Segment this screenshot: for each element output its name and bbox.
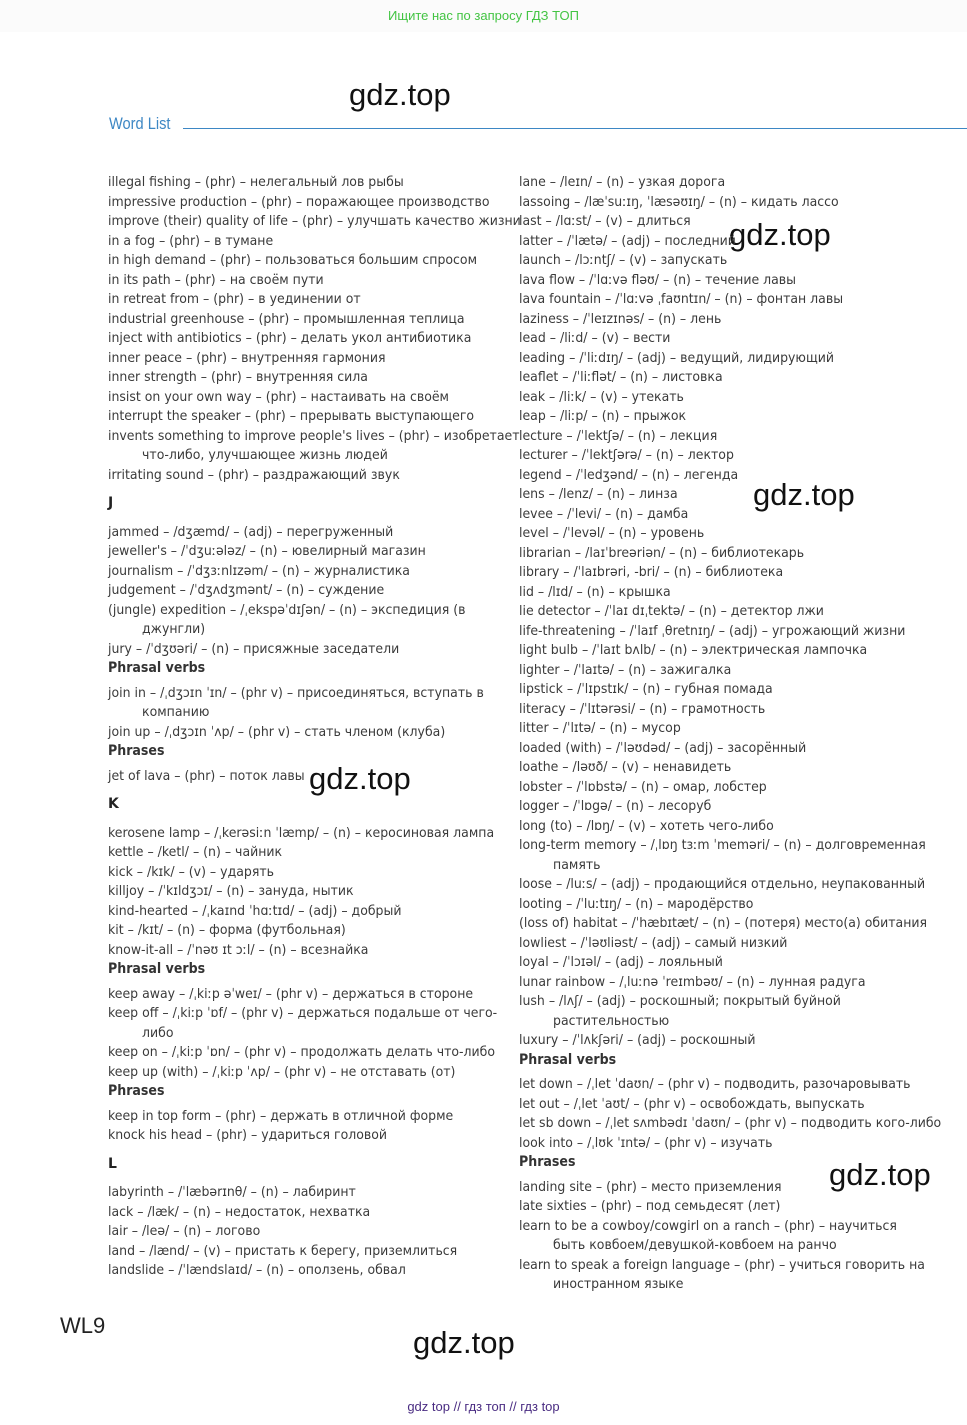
entry: jammed – /dʒæmd/ – (adj) – перегруженный [108,523,394,540]
entry: join in – /ˌdʒɔɪn ˈɪn/ – (phr v) – присоединяться, вступать в [108,684,484,701]
entry: legend – /ˈledʒənd/ – (n) – легенда [519,466,739,483]
top-banner [0,0,967,32]
section-k [108,824,508,961]
entry: level – /ˈlevəl/ – (n) – уровень [519,525,705,541]
entry-continuation: быть ковбоем/девушкой-ковбоем на ранчо [553,1237,837,1253]
entry: let out – /ˌlet ˈaʊt/ – (phr v) – освобождать, выпускать [519,1095,865,1112]
entry: kit – /kɪt/ – (n) – форма (футбольная) [108,922,346,938]
entry-continuation: что-либо, улучшающее жизнь людей [142,447,388,463]
entry: leak – /liːk/ – (v) – утекать [519,388,684,405]
entry: loathe – /ləʊð/ – (v) – ненавидеть [519,759,732,775]
entry: invents something to improve people's lives – (phr) – изобретает [108,427,520,444]
subheading-phrasal-verbs: Phrasal verbs [519,1051,617,1068]
entry: life-threatening – /ˈlaɪf ˌθretnɪŋ/ – (adj) – угрожающий жизни [519,622,906,639]
entry: lassoing – /læˈsuːɪŋ, ˈlæsəʊɪŋ/ – (n) – кидать лассо [519,193,839,210]
entry: landing site – (phr) – место приземления [519,1178,782,1195]
entry: kick – /kɪk/ – (v) – ударять [108,863,275,880]
entry: (jungle) expedition – /ˌekspəˈdɪʃən/ – (n) – экспедиция (в [108,601,466,618]
entry: join up – /ˌdʒɔɪn ˈʌp/ – (phr v) – стать членом (клуба) [108,723,446,740]
entry: irritating sound – (phr) – раздражающий звук [108,466,400,483]
entry: long (to) – /lɒŋ/ – (v) – хотеть чего-либо [519,817,774,834]
entry-continuation: либо [142,1024,174,1041]
subheading-phrases: Phrases [108,743,165,759]
entry: laziness – /ˈleɪzɪnəs/ – (n) – лень [519,310,722,327]
entry: loaded (with) – /ˈləʊdəd/ – (adj) – засорённый [519,739,807,756]
entry: impressive production – (phr) – поражающее производство [108,193,490,210]
entry: learn to be a cowboy/cowgirl on a ranch – (phr) – научиться [519,1217,897,1234]
entry: lobster – /ˈlɒbstə/ – (n) – омар, лобстер [519,778,767,795]
entry: inject with antibiotics – (phr) – делать укол антибиотика [108,330,472,346]
entry-continuation: компанию [142,704,210,720]
entry: lack – /læk/ – (n) – недостаток, нехватка [108,1203,371,1220]
entry: keep up (with) – /ˌkiːp ˈʌp/ – (phr v) – не отставать (от) [108,1063,456,1080]
entry-continuation: память [553,856,601,873]
entry: inner strength – (phr) – внутренняя сила [108,369,368,385]
entry: late sixties – (phr) – под семьдесят (лет) [519,1198,781,1214]
entry-continuation: растительностью [553,1012,670,1029]
entry: last – /lɑːst/ – (v) – длиться [519,213,691,229]
entry: keep away – /ˌkiːp əˈweɪ/ – (phr v) – держаться в стороне [108,985,474,1002]
entry: kind-hearted – /ˌkaɪnd ˈhɑːtɪd/ – (adj) – добрый [108,902,402,919]
entry: kerosene lamp – /ˌkerəsiːn ˈlæmp/ – (n) – керосиновая лампа [108,824,495,841]
entry: judgement – /ˈdʒʌdʒmənt/ – (n) – суждение [108,582,385,598]
entry: keep in top form – (phr) – держать в отличной форме [108,1107,454,1124]
entry: lecture – /ˈlektʃə/ – (n) – лекция [519,427,718,444]
entry: landslide – /ˈlændslaɪd/ – (n) – оползень, обвал [108,1262,406,1278]
entry: killjoy – /ˈkɪldʒɔɪ/ – (n) – зануда, нытик [108,883,354,899]
entry: jury – /ˈdʒʊəri/ – (n) – присяжные заседатели [108,640,400,657]
entry: luxury – /ˈlʌkʃəri/ – (adj) – роскошный [519,1032,756,1048]
entry: litter – /ˈlɪtə/ – (n) – мусор [519,720,681,736]
entry: know-it-all – /ˈnəʊ ɪt ɔːl/ – (n) – всезнайка [108,941,369,958]
subheading-phrases: Phrases [108,1083,165,1099]
title-rule [183,128,967,129]
entry: launch – /lɔːntʃ/ – (v) – запускать [519,252,728,268]
entry: lid – /lɪd/ – (n) – крышка [519,583,671,600]
letter-heading-j: J [108,495,114,511]
section-l [108,1183,508,1281]
subheading-phrasal-verbs: Phrasal verbs [108,660,206,676]
entry: knock his head – (phr) – удариться головой [108,1127,388,1143]
entry: lowliest – /ˈləʊliəst/ – (adj) – самый низкий [519,934,788,951]
entry: leap – /liːp/ – (n) – прыжок [519,408,687,424]
footer-links[interactable]: gdz top // гдз топ // гдз top [407,1399,560,1414]
watermark: gdz.top [829,1157,931,1192]
entry-continuation: джунгли) [142,621,206,637]
entry: learn to speak a foreign language – (phr) – учиться говорить на [519,1256,925,1273]
entry: lie detector – /ˈlaɪ dɪˌtektə/ – (n) – детектор лжи [519,603,824,619]
entry: improve (their) quality of life – (phr) – улучшать качество жизни [108,213,521,229]
entry: lipstick – /ˈlɪpstɪk/ – (n) – губная помада [519,681,773,697]
left-column [108,173,521,1281]
entry: lane – /leɪn/ – (n) – узкая дорога [519,174,726,190]
section-l-continued [519,173,929,1051]
entry: light bulb – /ˈlaɪt bʌlb/ – (n) – электрическая лампочка [519,642,868,658]
entry-continuation: иностранном языке [553,1276,684,1292]
entry: lecturer – /ˈlektʃərə/ – (n) – лектор [519,447,734,463]
entry: leading – /ˈliːdɪŋ/ – (adj) – ведущий, лидирующий [519,349,834,366]
entry: jeweller's – /ˈdʒuːələz/ – (n) – ювелирный магазин [108,543,426,559]
entry: industrial greenhouse – (phr) – промышленная теплица [108,310,465,327]
section-i [108,173,521,485]
watermark: gdz.top [729,217,831,252]
entry: look into – /ˌlʊk ˈɪntə/ – (phr v) – изучать [519,1134,773,1151]
entry: (loss of) habitat – /ˈhæbɪtæt/ – (n) – (потеря) место(а) обитания [519,915,928,931]
entry: in a fog – (phr) – в тумане [108,232,274,249]
entry: lead – /liːd/ – (v) – вести [519,330,671,346]
entry: keep off – /ˌkiːp ˈɒf/ – (phr v) – держаться подальше от чего- [108,1005,498,1021]
letter-heading-l: L [108,1155,117,1172]
entry: looting – /ˈluːtɪŋ/ – (n) – мародёрство [519,895,754,912]
entry: latter – /ˈlætə/ – (adj) – последний [519,232,736,249]
watermark: gdz.top [309,761,411,796]
entry: illegal fishing – (phr) – нелегальный лов рыбы [108,174,404,190]
entry: library – /ˈlaɪbrəri, -bri/ – (n) – библиотека [519,564,784,580]
entry: jet of lava – (phr) – поток лавы [108,767,305,784]
right-column [519,173,942,1295]
watermark: gdz.top [753,477,855,512]
letter-heading-k: K [108,796,119,812]
entry: land – /lænd/ – (v) – пристать к берегу, приземлиться [108,1242,458,1259]
entry: labyrinth – /ˈlæbərɪnθ/ – (n) – лабиринт [108,1184,356,1200]
subheading-phrasal-verbs: Phrasal verbs [108,961,206,977]
entry: lighter – /ˈlaɪtə/ – (n) – зажигалка [519,661,732,678]
page-number: WL9 [60,1313,106,1338]
entry: in retreat from – (phr) – в уединении от [108,291,361,307]
entry: kettle – /ketl/ – (n) – чайник [108,844,283,860]
entry: in its path – (phr) – на своём пути [108,271,324,288]
entry: let down – /ˌlet ˈdaʊn/ – (phr v) – подводить, разочаровывать [519,1076,911,1092]
word-list-title: Word List [109,114,171,133]
entry: insist on your own way – (phr) – настаивать на своём [108,388,449,405]
entry: librarian – /laɪˈbreəriən/ – (n) – библиотекарь [519,544,805,561]
entry: lava flow – /ˈlɑːvə fləʊ/ – (n) – течение лавы [519,271,797,288]
subheading-phrases: Phrases [519,1154,576,1170]
entry: journalism – /ˈdʒɜːnlɪzəm/ – (n) – журналистика [108,562,410,579]
entry: interrupt the speaker – (phr) – прерывать выступающего [108,408,475,424]
entry: lair – /leə/ – (n) – логово [108,1223,261,1239]
entry: levee – /ˈlevi/ – (n) – дамба [519,505,689,522]
entry: logger – /ˈlɒgə/ – (n) – лесоруб [519,798,712,814]
entry: lava fountain – /ˈlɑːvə ˌfaʊntɪn/ – (n) – фонтан лавы [519,291,844,307]
entry: leaflet – /ˈliːflət/ – (n) – листовка [519,369,723,385]
top-banner-text: Ищите нас по запросу ГДЗ ТОП [388,8,579,23]
watermark: gdz.top [349,77,451,112]
entry: long-term memory – /ˌlɒŋ tɜːm ˈmeməri/ – (n) – долговременная [519,837,926,853]
entry: keep on – /ˌkiːp ˈɒn/ – (phr v) – продолжать делать что-либо [108,1044,496,1060]
watermark: gdz.top [413,1325,515,1360]
entry: loyal – /ˈlɔɪəl/ – (adj) – лояльный [519,954,723,970]
entry: lens – /lenz/ – (n) – линза [519,486,678,502]
entry: let sb down – /ˌlet sʌmbədɪ ˈdaʊn/ – (phr v) – подводить кого-либо [519,1115,942,1131]
entry: inner peace – (phr) – внутренняя гармония [108,349,386,366]
entry: literacy – /ˈlɪtərəsi/ – (n) – грамотность [519,700,766,717]
entry: lunar rainbow – /ˌluːnə ˈreɪmbəʊ/ – (n) – лунная радуга [519,973,866,990]
entry: loose – /luːs/ – (adj) – продающийся отдельно, неупакованный [519,876,926,892]
entry: in high demand – (phr) – пользоваться большим спросом [108,252,478,268]
section-j [108,523,508,660]
entry: lush – /lʌʃ/ – (adj) – роскошный; покрытый буйной [519,993,841,1009]
